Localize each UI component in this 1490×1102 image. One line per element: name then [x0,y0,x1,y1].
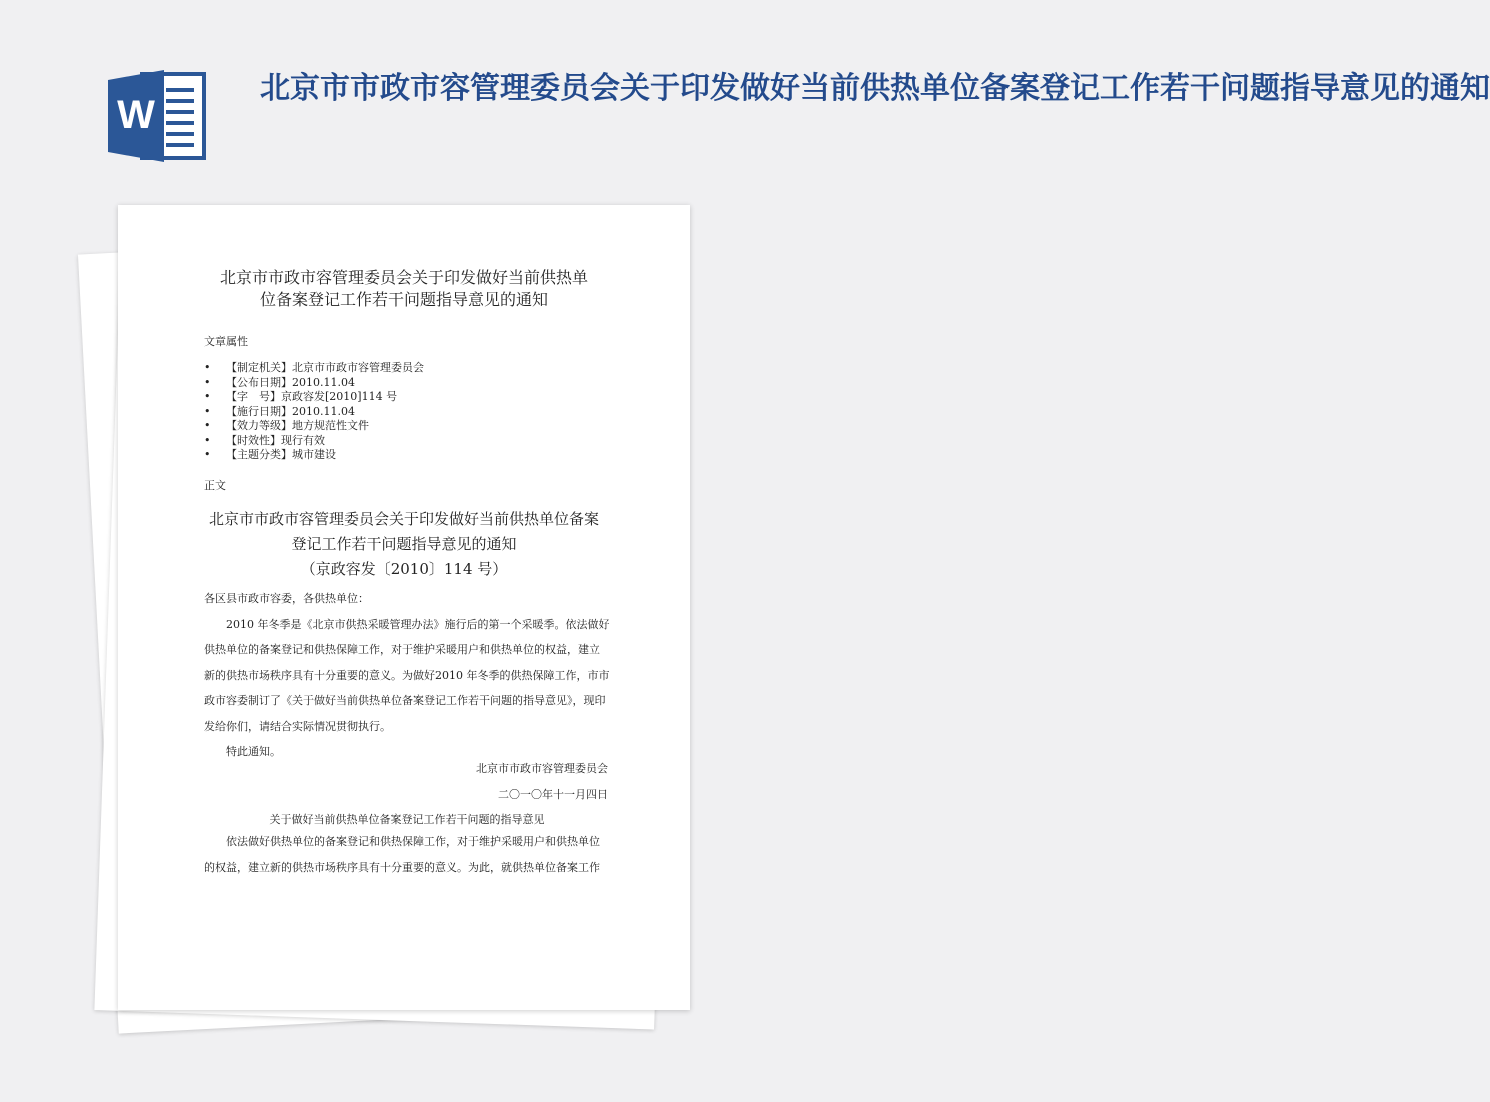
attachment-title: 关于做好当前供热单位备案登记工作若干问题的指导意见 [269,813,545,826]
notice: 特此通知。 [226,745,281,758]
body-text [204,829,610,880]
body-text [204,586,610,765]
props-item: • 【字 号】京政容发[2010]114 号 [204,390,424,405]
date: 二〇一〇年十一月四日 [498,788,608,801]
doc-title-line: 北京市市政市容管理委员会关于印发做好当前供热单 [219,268,588,287]
props-item: • 【效力等级】地方规范性文件 [204,419,424,434]
document-page [118,205,690,1010]
props-item: • 【主题分类】城市建设 [204,448,424,463]
word-logo-letter: W [117,93,155,137]
props-item: • 【制定机关】北京市市政市容管理委员会 [204,361,424,376]
doc-title-line: 位备案登记工作若干问题指导意见的通知 [259,290,548,309]
paragraph: 2010 年冬季是《北京市供热采暖管理办法》施行后的第一个采暖季。依法做好供热单位的备案登记和供热保障工作，对于维护采暖用户和供热单位的权益，建立新的供热市场秩序具有十分重要的意义。为做好2010 年冬季的供热保障工作，市市政市容委制订了《关于做好当前供热单位备案登记工作若干问题的指导意见》，现印发给你们，请结合实际情况贯彻执行。 [204,617,610,733]
props-item: • 【公布日期】2010.11.04 [204,376,424,391]
paragraph: 依法做好供热单位的备案登记和供热保障工作，对于维护采暖用户和供热单位的权益，建立新的供热市场秩序具有十分重要的意义。为此，就供热单位备案工作 [204,835,600,874]
props-item: • 【施行日期】2010.11.04 [204,405,424,420]
props-list [204,361,424,463]
props-item: • 【时效性】现行有效 [204,434,424,449]
main-title-line: 登记工作若干问题指导意见的通知 [291,535,517,553]
document-title: 北京市市政市容管理委员会关于印发做好当前供热单位备案登记工作若干问题指导意见的通知 [260,71,1490,106]
body-label: 正文 [204,479,226,492]
props-label: 文章属性 [204,335,248,348]
main-title-line: （京政容发〔2010〕114 号） [300,560,508,578]
word-icon [108,68,208,164]
salutation: 各区县市政市容委，各供热单位： [204,592,369,605]
main-title-line: 北京市市政市容管理委员会关于印发做好当前供热单位备案 [208,510,599,528]
signature: 北京市市政市容管理委员会 [476,762,608,775]
